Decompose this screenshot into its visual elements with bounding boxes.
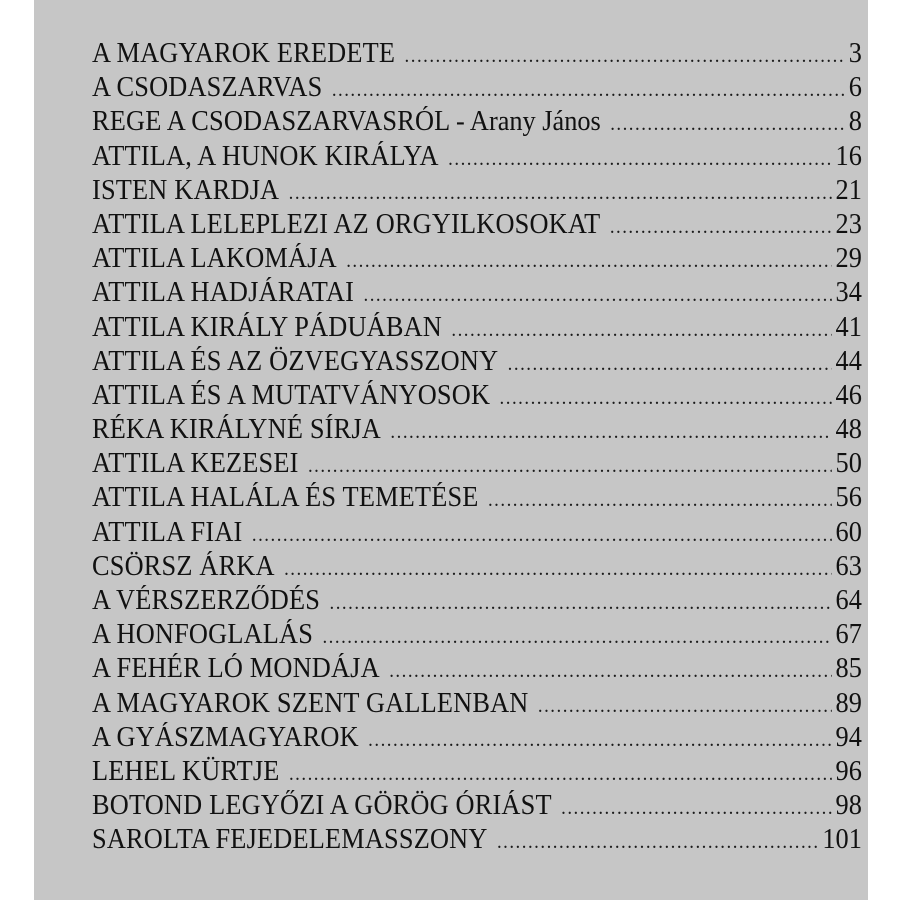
toc-entry-title: ISTEN KARDJA: [92, 174, 280, 206]
toc-entry: [92, 175, 862, 209]
toc-entry-title: A HONFOGLALÁS: [92, 619, 314, 651]
toc-entry: [92, 346, 862, 380]
toc-entry: [92, 380, 862, 414]
toc-entry: [92, 824, 862, 858]
toc-entry: [92, 141, 862, 175]
toc-entry: [92, 551, 862, 585]
toc-entry-page-number: 85: [835, 653, 862, 685]
toc-entry-title: A FEHÉR LÓ MONDÁJA: [92, 653, 380, 685]
toc-dot-leader: [448, 148, 832, 171]
toc-dot-leader: [538, 695, 832, 718]
toc-entry-page-number: 3: [848, 38, 862, 69]
toc-entry-page-number: 44: [835, 345, 862, 377]
toc-dot-leader: [308, 455, 832, 478]
toc-entry-title: ATTILA HADJÁRATAI: [92, 277, 355, 309]
toc-entry: [92, 72, 862, 106]
toc-entry-title: LEHEL KÜRTJE: [92, 755, 280, 787]
toc-entry-page-number: 67: [835, 619, 862, 651]
toc-dot-leader: [390, 421, 831, 444]
toc-entry: [92, 790, 862, 824]
toc-entry-page-number: 29: [835, 243, 862, 275]
toc-entry-title: BOTOND LEGYŐZI A GÖRÖG ÓRIÁST: [92, 790, 552, 822]
toc-entry: [92, 312, 862, 346]
toc-entry-page-number: 48: [835, 414, 862, 446]
toc-entry: [92, 243, 862, 277]
toc-entry: [92, 756, 862, 790]
toc-entry: [92, 517, 862, 551]
toc-dot-leader: [284, 558, 832, 581]
toc-entry-page-number: 50: [835, 448, 862, 480]
toc-entry-title: ATTILA, A HUNOK KIRÁLYA: [92, 140, 439, 172]
book-page: [34, 0, 868, 900]
toc-entry-page-number: 101: [822, 824, 862, 856]
toc-entry-title: ATTILA FIAI: [92, 516, 243, 548]
toc-entry-page-number: 96: [835, 755, 862, 787]
toc-entry-title: A MAGYAROK SZENT GALLENBAN: [92, 687, 529, 719]
toc-dot-leader: [451, 319, 831, 342]
toc-entry: [92, 722, 862, 756]
toc-entry-page-number: 64: [835, 585, 862, 616]
toc-dot-leader: [368, 729, 832, 752]
toc-entry-page-number: 63: [835, 550, 862, 582]
toc-dot-leader: [405, 45, 845, 68]
toc-entry-title: CSÖRSZ ÁRKA: [92, 550, 275, 582]
toc-dot-leader: [561, 797, 832, 820]
toc-dot-leader: [346, 250, 832, 273]
toc-entry-title: ATTILA LAKOMÁJA: [92, 243, 337, 275]
toc-dot-leader: [329, 592, 831, 615]
toc-entry-title: ATTILA HALÁLA ÉS TEMETÉSE: [92, 482, 479, 514]
toc-entry-title: ATTILA LELEPLEZI AZ ORGYILKOSOKAT: [92, 208, 601, 240]
toc-entry: [92, 653, 862, 687]
toc-dot-leader: [289, 182, 832, 205]
toc-entry-title: A GYÁSZMAGYAROK: [92, 721, 359, 753]
toc-entry: [92, 106, 862, 140]
toc-dot-leader: [389, 660, 832, 683]
toc-entry-title: ATTILA KEZESEI: [92, 448, 299, 480]
table-of-contents: [92, 38, 862, 859]
toc-entry-title: SAROLTA FEJEDELEMASSZONY: [92, 824, 488, 856]
toc-entry: [92, 448, 862, 482]
toc-dot-leader: [610, 113, 845, 136]
toc-entry-title: A VÉRSZERZŐDÉS: [92, 585, 321, 616]
toc-entry-page-number: 56: [835, 482, 862, 514]
toc-dot-leader: [289, 763, 832, 786]
toc-dot-leader: [322, 626, 831, 649]
toc-dot-leader: [363, 284, 831, 307]
toc-entry-title: ATTILA KIRÁLY PÁDUÁBAN: [92, 311, 442, 343]
toc-entry: [92, 585, 862, 619]
toc-entry-page-number: 23: [835, 208, 862, 240]
toc-entry-page-number: 16: [835, 140, 862, 172]
toc-entry-page-number: 60: [835, 516, 862, 548]
toc-entry: [92, 209, 862, 243]
toc-entry-title: ATTILA ÉS A MUTATVÁNYOSOK: [92, 379, 491, 411]
toc-entry-page-number: 41: [835, 311, 862, 343]
toc-dot-leader: [610, 216, 832, 239]
toc-entry: [92, 619, 862, 653]
toc-dot-leader: [252, 524, 832, 547]
toc-entry-page-number: 98: [835, 790, 862, 822]
toc-entry-title: RÉKA KIRÁLYNÉ SÍRJA: [92, 414, 382, 446]
toc-dot-leader: [497, 831, 819, 854]
toc-entry-title: ATTILA ÉS AZ ÖZVEGYASSZONY: [92, 345, 499, 377]
toc-entry: [92, 414, 862, 448]
toc-entry-page-number: 21: [835, 174, 862, 206]
toc-entry-page-number: 34: [835, 277, 862, 309]
toc-entry: [92, 482, 862, 516]
toc-entry-page-number: 89: [835, 687, 862, 719]
toc-entry-page-number: 8: [848, 106, 862, 138]
toc-entry-page-number: 94: [835, 721, 862, 753]
toc-entry-author: - Arany János: [456, 106, 601, 138]
toc-entry: [92, 277, 862, 311]
toc-entry: [92, 688, 862, 722]
toc-dot-leader: [500, 387, 832, 410]
toc-dot-leader: [488, 489, 832, 512]
toc-entry-title: A MAGYAROK EREDETE: [92, 38, 396, 69]
toc-dot-leader: [508, 353, 832, 376]
toc-entry: [92, 38, 862, 72]
toc-entry-page-number: 6: [848, 72, 862, 104]
toc-entry-title: REGE A CSODASZARVASRÓL: [92, 106, 451, 138]
toc-entry-page-number: 46: [835, 379, 862, 411]
toc-entry-title: A CSODASZARVAS: [92, 72, 323, 104]
toc-dot-leader: [332, 79, 845, 102]
